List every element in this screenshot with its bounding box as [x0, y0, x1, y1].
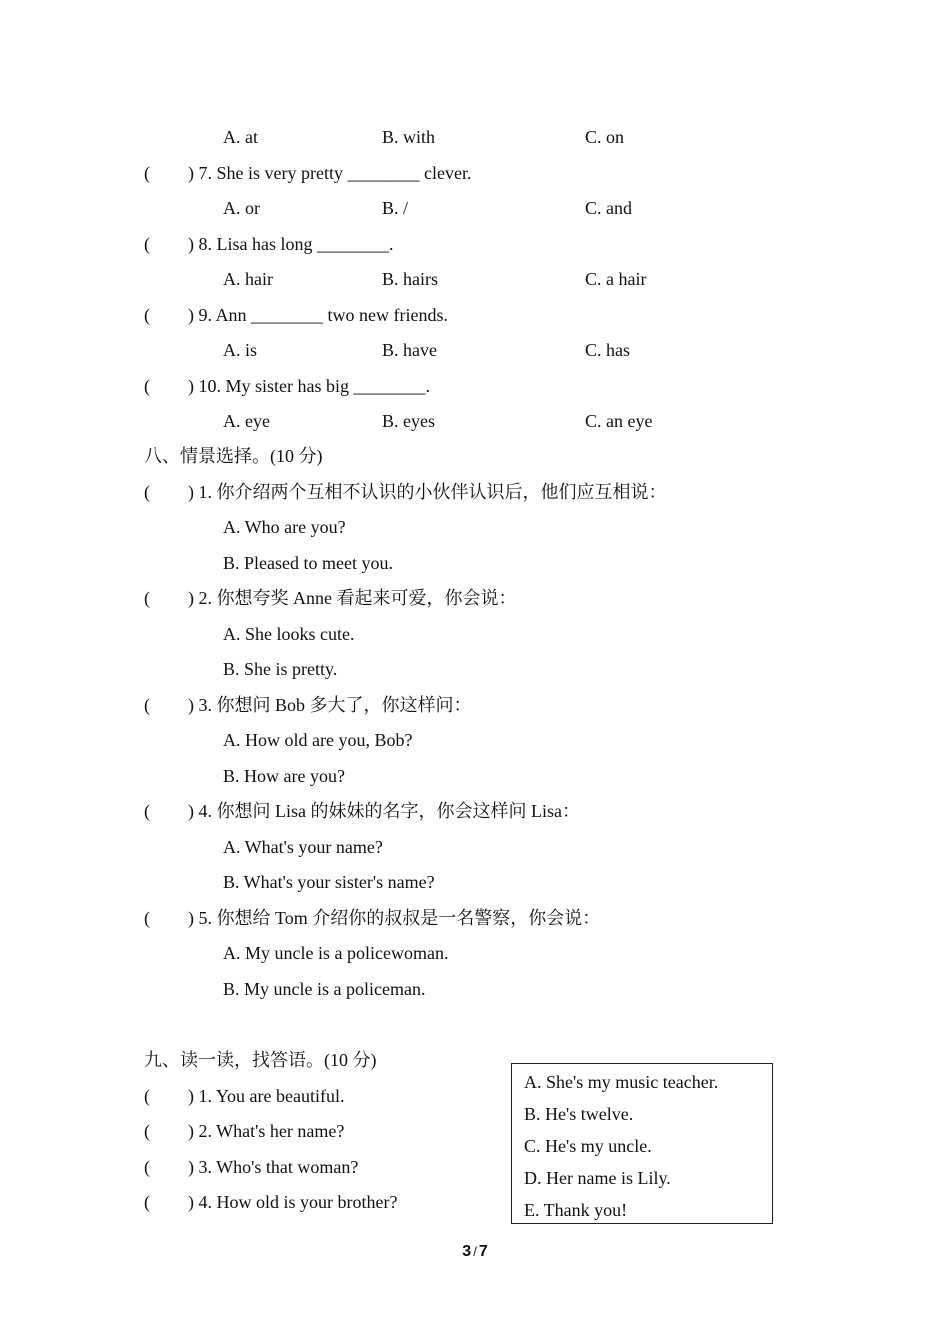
- answer-paren[interactable]: (: [144, 305, 150, 325]
- option-a: A. hair: [223, 269, 273, 289]
- answer-paren[interactable]: (: [144, 1192, 150, 1212]
- question-text: ) 4. How old is your brother?: [188, 1192, 398, 1212]
- question-text: ) 2. What's her name?: [188, 1121, 345, 1141]
- option-b: B. What's your sister's name?: [223, 872, 435, 892]
- option-a: A. She looks cute.: [223, 624, 355, 644]
- option-a: A. is: [223, 340, 258, 360]
- section-9-heading: 九、读一读，找答语。(10 分): [144, 1050, 377, 1070]
- page-total: 7: [478, 1243, 488, 1260]
- answer-option-b: B. He's twelve.: [524, 1104, 634, 1124]
- option-a: A. How old are you, Bob?: [223, 730, 413, 750]
- question-text: ) 1. 你介绍两个互相不认识的小伙伴认识后，他们应互相说：: [188, 482, 667, 502]
- question-text: ) 8. Lisa has long ________.: [188, 234, 394, 254]
- option-c: C. an eye: [585, 411, 653, 431]
- answer-option-c: C. He's my uncle.: [524, 1136, 652, 1156]
- option-c: C. and: [585, 198, 632, 218]
- answer-paren[interactable]: (: [144, 908, 150, 928]
- question-text: ) 10. My sister has big ________.: [188, 376, 430, 396]
- answer-paren[interactable]: (: [144, 163, 150, 183]
- answer-paren[interactable]: (: [144, 376, 150, 396]
- answer-option-a: A. She's my music teacher.: [524, 1072, 719, 1092]
- answer-option-d: D. Her name is Lily.: [524, 1168, 671, 1188]
- option-b: B. /: [382, 198, 409, 218]
- option-c: C. on: [585, 127, 625, 147]
- option-c: C. has: [585, 340, 630, 360]
- answer-paren[interactable]: (: [144, 234, 150, 254]
- option-b: B. Pleased to meet you.: [223, 553, 393, 573]
- page-number: [0, 1243, 950, 1261]
- answer-paren[interactable]: (: [144, 801, 150, 821]
- question-text: ) 1. You are beautiful.: [188, 1086, 345, 1106]
- page-separator: /: [473, 1244, 477, 1259]
- question-text: ) 5. 你想给 Tom 介绍你的叔叔是一名警察，你会说：: [188, 908, 601, 928]
- question-text: ) 9. Ann ________ two new friends.: [188, 305, 448, 325]
- page-current: 3: [462, 1243, 472, 1260]
- answer-option-e: E. Thank you!: [524, 1200, 628, 1220]
- answer-paren[interactable]: (: [144, 695, 150, 715]
- option-c: C. a hair: [585, 269, 647, 289]
- option-b: B. with: [382, 127, 436, 147]
- option-b: B. hairs: [382, 269, 438, 289]
- option-b: B. She is pretty.: [223, 659, 338, 679]
- answer-options-box: [511, 1063, 773, 1224]
- question-text: ) 3. Who's that woman?: [188, 1157, 359, 1177]
- option-b: B. have: [382, 340, 437, 360]
- option-a: A. at: [223, 127, 258, 147]
- option-b: B. eyes: [382, 411, 435, 431]
- option-a: A. What's your name?: [223, 837, 383, 857]
- answer-paren[interactable]: (: [144, 482, 150, 502]
- answer-paren[interactable]: (: [144, 1086, 150, 1106]
- question-text: ) 2. 你想夸奖 Anne 看起来可爱，你会说：: [188, 588, 517, 608]
- option-a: A. Who are you?: [223, 517, 346, 537]
- section-8-heading: 八、情景选择。(10 分): [144, 446, 323, 466]
- option-a: A. or: [223, 198, 260, 218]
- option-a: A. My uncle is a policewoman.: [223, 943, 449, 963]
- question-text: ) 7. She is very pretty ________ clever.: [188, 163, 472, 183]
- option-b: B. How are you?: [223, 766, 345, 786]
- question-text: ) 4. 你想问 Lisa 的妹妹的名字，你会这样问 Lisa：: [188, 801, 580, 821]
- answer-paren[interactable]: (: [144, 1121, 150, 1141]
- option-b: B. My uncle is a policeman.: [223, 979, 426, 999]
- answer-paren[interactable]: (: [144, 588, 150, 608]
- answer-paren[interactable]: (: [144, 1157, 150, 1177]
- option-a: A. eye: [223, 411, 270, 431]
- question-text: ) 3. 你想问 Bob 多大了，你这样问：: [188, 695, 472, 715]
